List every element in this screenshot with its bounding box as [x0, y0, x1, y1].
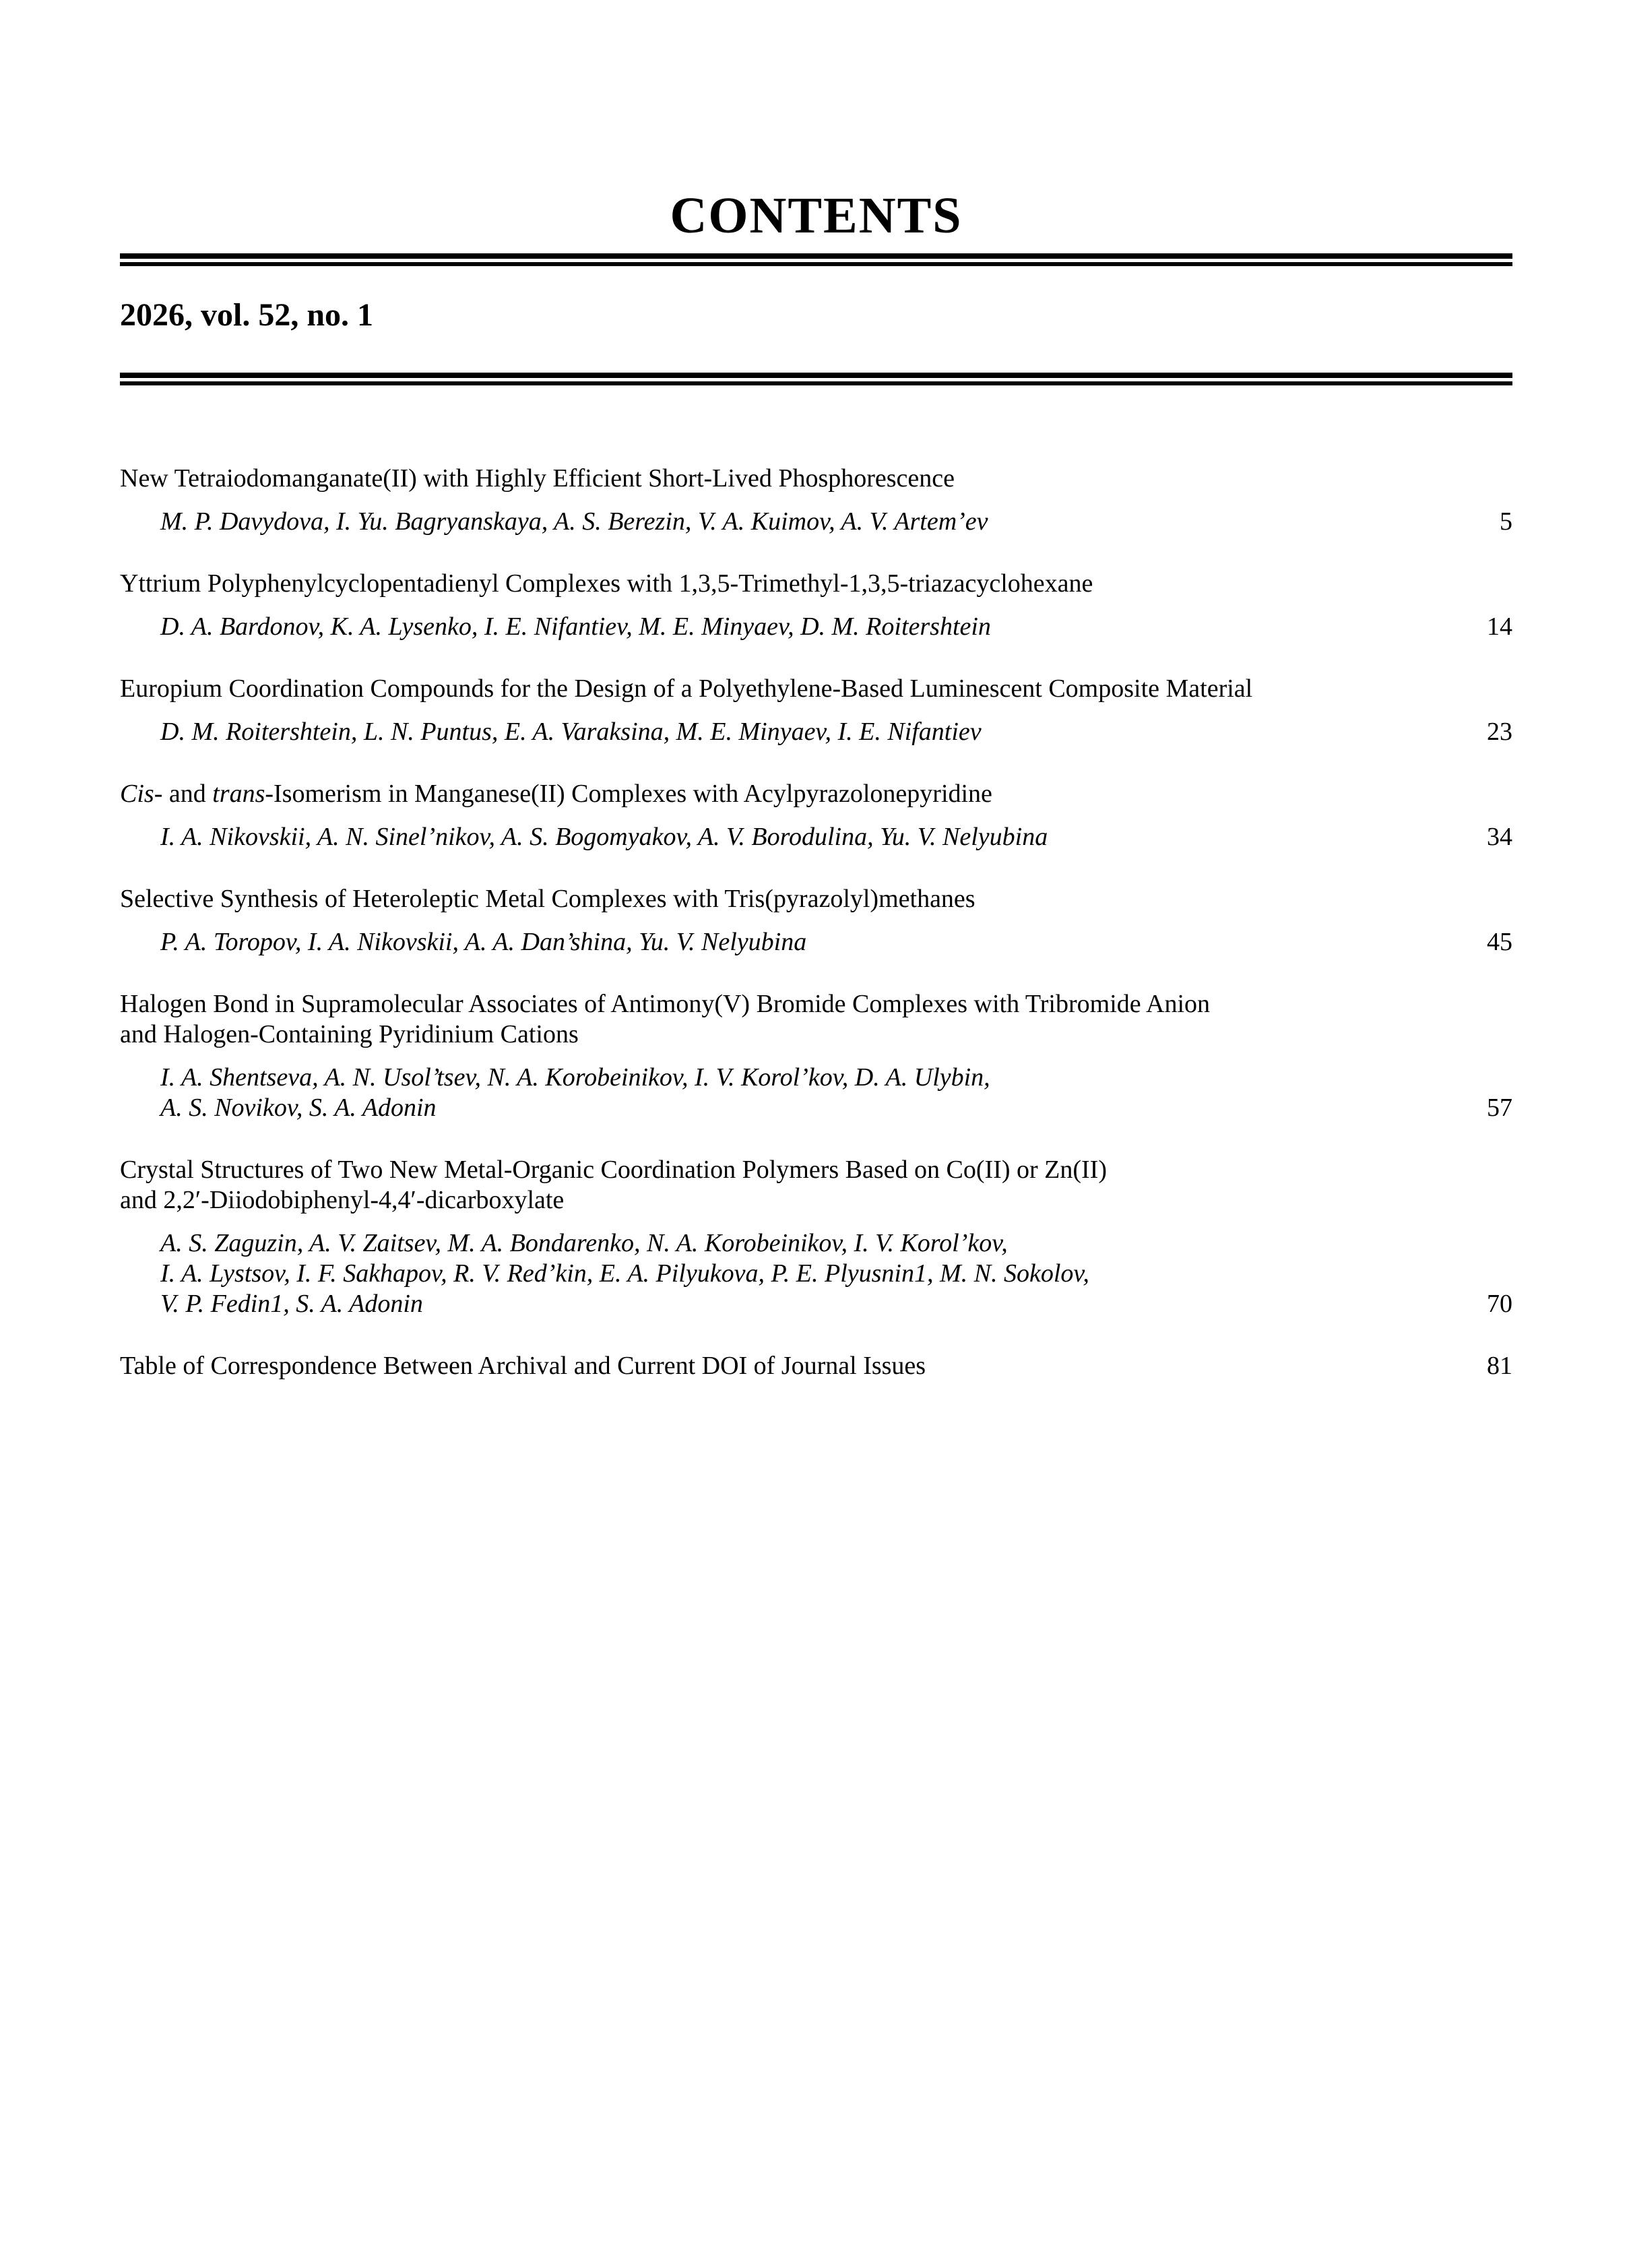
author-line: I. A. Nikovskii, A. N. Sinel’nikov, A. S. Bogomyakov, A. V. Borodulina, Yu. V. Nelyubina	[160, 823, 1048, 851]
double-rule-bottom	[120, 373, 1512, 385]
article-authors	[120, 822, 1048, 852]
title-segment: Table of Correspondence Between Archival and Current DOI of Journal Issues	[120, 1352, 926, 1380]
author-line: I. A. Lystsov, I. F. Sakhapov, R. V. Red’kin, E. A. Pilyukova, P. E. Plyusnin1, M. N. Sokolov,	[160, 1259, 1089, 1288]
article-page-number: 34	[1487, 823, 1512, 851]
toc-entry	[120, 1155, 1512, 1319]
toc-entry	[120, 674, 1512, 747]
article-authors	[120, 507, 988, 537]
article-title	[120, 464, 988, 494]
article-page-number: 14	[1487, 612, 1512, 641]
article-authors	[120, 612, 1093, 642]
article-page-number: 23	[1487, 718, 1512, 746]
double-rule-top	[120, 253, 1512, 266]
article-authors	[120, 1228, 1107, 1319]
author-line: D. A. Bardonov, K. A. Lysenko, I. E. Nifantiev, M. E. Minyaev, D. M. Roitershtein	[160, 612, 991, 641]
title-segment: and	[162, 780, 213, 808]
title-segment: Europium Coordination Compounds for the Design of a Polyethylene-Based Luminescent Composite Material	[120, 674, 1253, 703]
article-authors	[120, 927, 976, 957]
page-content	[120, 0, 1512, 1381]
article-authors	[120, 1063, 1210, 1123]
author-line: M. P. Davydova, I. Yu. Bagryanskaya, A. S. Berezin, V. A. Kuimov, A. V. Artem’ev	[160, 507, 988, 536]
title-segment: and Halogen-Containing Pyridinium Cations	[120, 1020, 579, 1048]
toc-entry	[120, 464, 1512, 537]
title-segment: Yttrium Polyphenylcyclopentadienyl Complexes with 1,3,5-Trimethyl-1,3,5-triazacyclohexane	[120, 569, 1093, 598]
toc-entry	[120, 989, 1512, 1123]
toc-entry	[120, 1351, 1512, 1381]
article-page-number: 81	[1487, 1352, 1512, 1380]
article-page-number: 70	[1487, 1290, 1512, 1318]
toc-entry	[120, 884, 1512, 957]
article-page-number: 5	[1500, 507, 1512, 536]
author-line: A. S. Novikov, S. A. Adonin	[160, 1094, 437, 1122]
article-title	[120, 779, 1048, 809]
author-line: V. P. Fedin1, S. A. Adonin	[160, 1290, 423, 1318]
page-title: CONTENTS	[670, 187, 963, 244]
toc-list	[120, 464, 1512, 1381]
author-line: A. S. Zaguzin, A. V. Zaitsev, M. A. Bondarenko, N. A. Korobeinikov, I. V. Korol’kov,	[160, 1229, 1008, 1257]
author-line: P. A. Toropov, I. A. Nikovskii, A. A. Dan’shina, Yu. V. Nelyubina	[160, 928, 807, 956]
article-title	[120, 884, 976, 914]
author-line: I. A. Shentseva, A. N. Usol’tsev, N. A. Korobeinikov, I. V. Korol’kov, D. A. Ulybin,	[160, 1063, 990, 1092]
toc-entry	[120, 779, 1512, 852]
article-page-number: 57	[1487, 1094, 1512, 1122]
article-page-number: 45	[1487, 928, 1512, 956]
title-segment: Selective Synthesis of Heteroleptic Metal Complexes with Tris(pyrazolyl)methanes	[120, 885, 976, 913]
title-segment: New Tetraiodomanganate(II) with Highly Efficient Short-Lived Phosphorescence	[120, 464, 955, 493]
issue-line: 2026, vol. 52, no. 1	[120, 297, 374, 333]
title-segment-italic: trans-	[212, 780, 274, 808]
author-line: D. M. Roitershtein, L. N. Puntus, E. A. Varaksina, M. E. Minyaev, I. E. Nifantiev	[160, 718, 982, 746]
title-segment: Crystal Structures of Two New Metal-Organic Coordination Polymers Based on Co(II) or Zn(II)	[120, 1156, 1107, 1184]
title-segment: Halogen Bond in Supramolecular Associates of Antimony(V) Bromide Complexes with Tribromide Anion	[120, 990, 1211, 1018]
title-segment: and 2,2′-Diiodobiphenyl-4,4′-dicarboxylate	[120, 1186, 565, 1214]
article-title	[120, 1155, 1107, 1216]
article-title	[120, 569, 1093, 599]
article-authors	[120, 717, 1252, 747]
toc-entry	[120, 569, 1512, 642]
title-segment-italic: Cis-	[120, 780, 163, 808]
article-title	[120, 1351, 926, 1381]
article-title	[120, 674, 1252, 704]
article-title	[120, 989, 1210, 1050]
title-segment: Isomerism in Manganese(II) Complexes with Acylpyrazolonepyridine	[274, 780, 992, 808]
